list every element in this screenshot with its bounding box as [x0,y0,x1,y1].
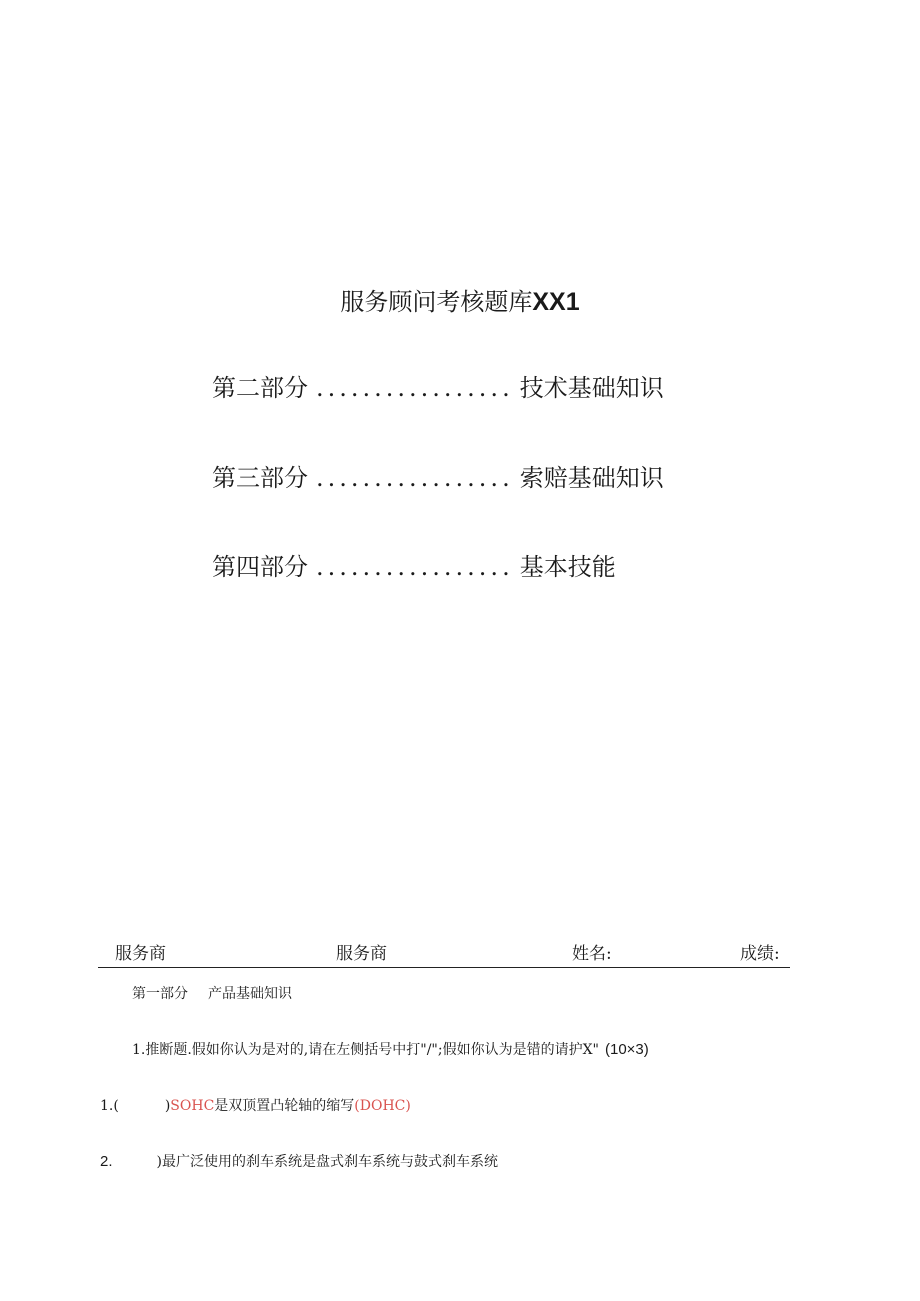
section-part: 第一部分 [132,986,188,1002]
toc-entry-part2 [212,372,664,404]
toc-dots: ................. [316,374,514,402]
toc-dots: ................. [316,553,514,581]
title-main: 服务顾问考核题库 [340,288,533,316]
question-red-suffix: (DOHC) [354,1098,411,1114]
instruction-points: (10×3) [604,1041,649,1058]
toc-topic: 技术基础知识 [519,374,664,402]
score-label: 成绩: [740,944,780,964]
toc-part: 第四部分 [212,553,308,581]
question-text: 是双顶置凸轮轴的缩写 [214,1098,355,1114]
toc-part: 第三部分 [212,464,308,492]
toc-topic: 索赔基础知识 [519,464,664,492]
name-label: 姓名: [572,944,612,964]
toc-part: 第二部分 [212,374,308,402]
toc-entry-part3 [212,462,664,494]
document-title [0,284,920,320]
section-topic: 产品基础知识 [208,986,292,1002]
instruction-text: 1.推断题.假如你认为是对的,请在左侧括号中打"/";假如你认为是错的请护X" [132,1042,599,1058]
instruction-line [132,1040,649,1060]
toc-topic: 基本技能 [519,553,616,581]
question-2 [100,1152,498,1172]
toc-entry-part4 [212,551,616,583]
title-suffix: XX1 [532,288,580,316]
question-number: 1.( [100,1098,119,1114]
section-heading [132,984,292,1004]
dealer-label-1: 服务商 [115,944,166,964]
toc-dots: ................. [316,464,514,492]
exam-header-row [98,943,790,968]
question-text: 最广泛使用的刹车系统是盘式刹车系统与鼓式刹车系统 [161,1154,498,1170]
question-red-prefix: SOHC [170,1098,215,1114]
question-bracket-close: ) [164,1098,171,1114]
question-number: 2. [100,1153,113,1170]
question-bracket-close: ) [156,1154,162,1170]
question-1 [100,1096,411,1116]
dealer-label-2: 服务商 [336,944,387,964]
